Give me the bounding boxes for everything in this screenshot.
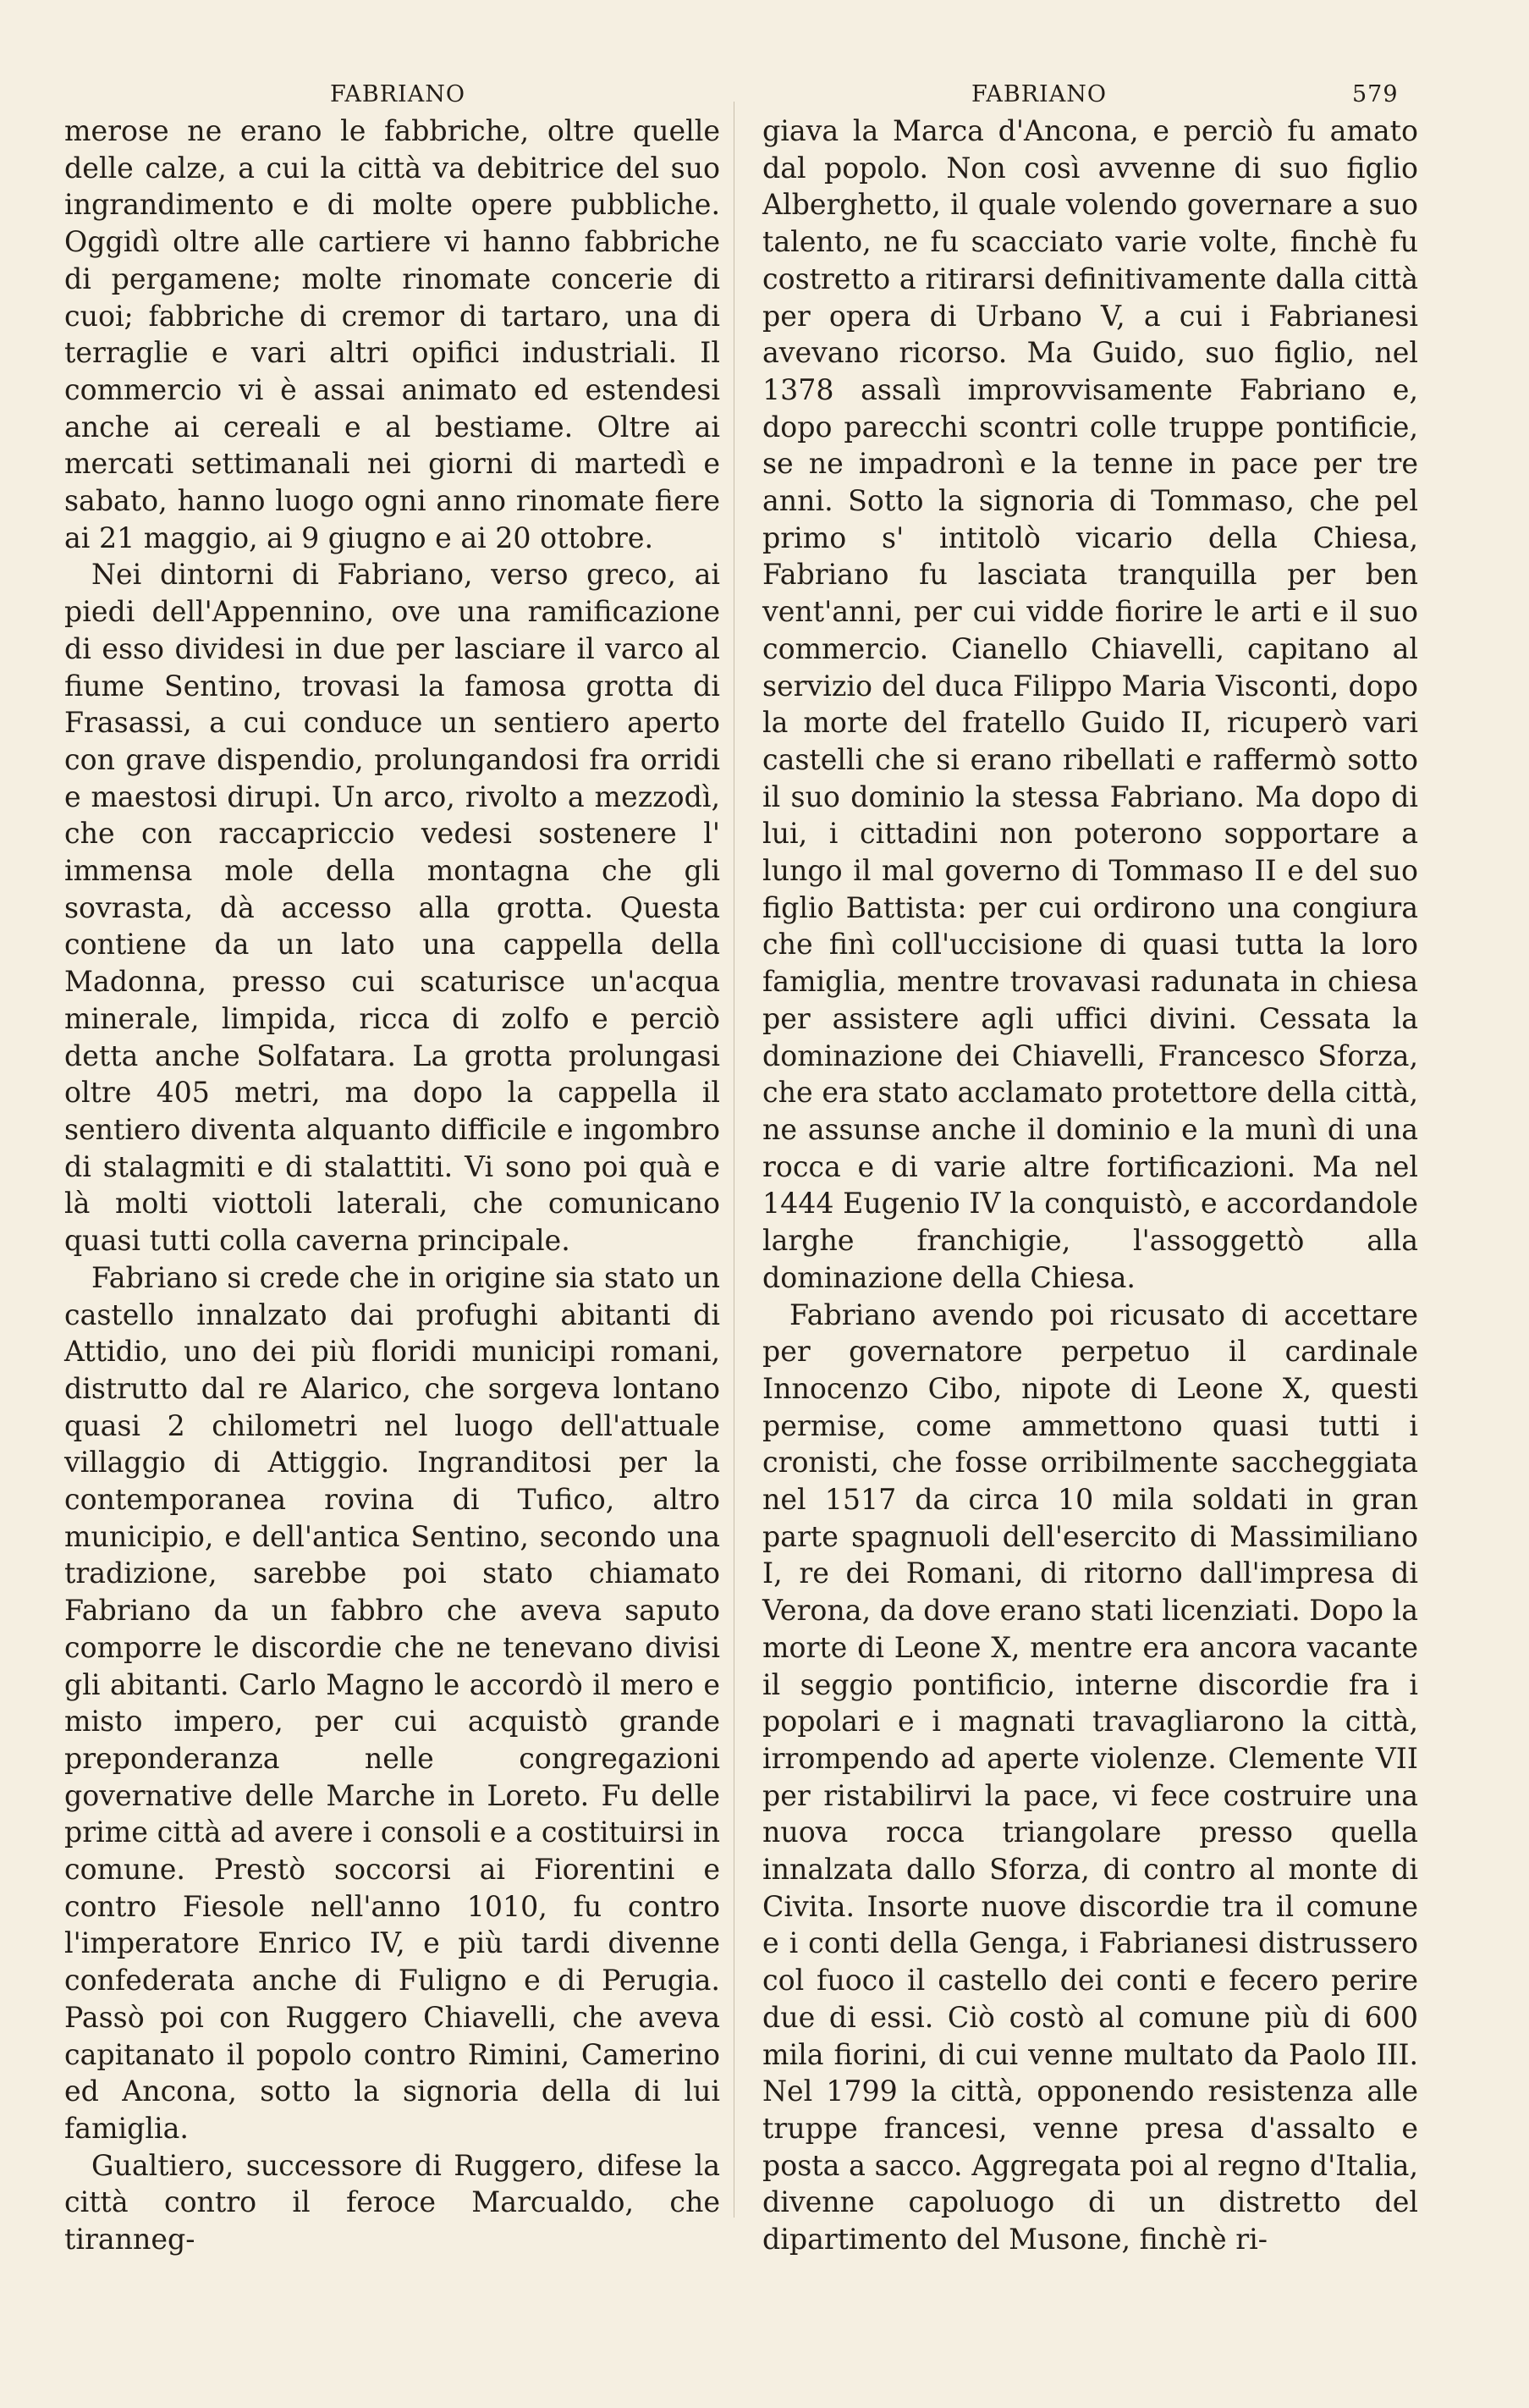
paragraph: giava la Marca d'Ancona, e perciò fu amato dal popolo. Non così avvenne di suo figlio Alberghetto, il quale volendo governare a suo talento, ne fu scacciato varie volte, finchè fu costretto a ritirarsi definitivamente dalla città per opera di Urbano V, a cui i Fabrianesi avevano ricorso. Ma Guido, suo figlio, nel 1378 assalì improvvisamente Fabriano e, dopo parecchi scontri colle truppe pontificie, se ne impadronì e la tenne in pace per tre anni. Sotto la signoria di Tommaso, che pel primo s' intitolò vicario della Chiesa, Fabriano fu lasciata tranquilla per ben vent'anni, per cui vidde fiorire le arti e il suo commercio. Cianello Chiavelli, capitano al servizio del duca Filippo Maria Visconti, dopo la morte del fratello Guido II, ricuperò vari castelli che si erano ribellati e raffermò sotto il suo dominio la stessa Fabriano. Ma dopo di lui, i cittadini non poterono sopportare a lungo il mal governo di Tommaso II e del suo figlio Battista: per cui ordirono una congiura che finì coll'uccisione di quasi tutta la loro famiglia, mentre trovavasi radunata in chiesa per assistere agli uffici divini. Cessata la dominazione dei Chiavelli, Francesco Sforza, che era stato acclamato protettore della città, ne assunse anche il dominio e la munì di una rocca e di varie altre fortificazioni. Ma nel 1444 Eugenio IV la conquistò, e accordandole larghe franchigie, l'assoggettò alla dominazione della Chiesa. <box>762 114 1418 1294</box>
running-header-left: FABRIANO <box>330 81 465 107</box>
right-column <box>762 113 1418 2258</box>
left-column <box>64 113 720 2258</box>
paragraph: Fabriano avendo poi ricusato di accettare per governatore perpetuo il cardinale Innocenzo Cibo, nipote di Leone X, questi permise, come ammettono quasi tutti i cronisti, che fosse orribilmente saccheggiata nel 1517 da circa 10 mila soldati in gran parte spagnuoli dell'esercito di Massimiliano I, re dei Romani, di ritorno dall'impresa di Verona, da dove erano stati licenziati. Dopo la morte di Leone X, mentre era ancora vacante il seggio pontificio, interne discordie fra i popolari e i magnati travagliarono la città, irrompendo ad aperte violenze. Clemente VII per ristabilirvi la pace, vi fece costruire una nuova rocca triangolare presso quella innalzata dallo Sforza, di contro al monte di Civita. Insorte nuove discordie tra il comune e i conti della Genga, i Fabrianesi distrussero col fuoco il castello dei conti e fecero perire due di essi. Ciò costò al comune più di 600 mila fiorini, di cui venne multato da Paolo III. Nel 1799 la città, opponendo resistenza alle truppe francesi, venne presa d'assalto e posta a sacco. Aggregata poi al regno d'Italia, divenne capoluogo di un distretto del dipartimento del Musone, finchè ri- <box>762 1298 1418 2256</box>
paragraph: Fabriano si crede che in origine sia stato un castello innalzato dai profughi abitanti di Attidio, uno dei più floridi municipi romani, distrutto dal re Alarico, che sorgeva lontano quasi 2 chilometri nel luogo dell'attuale villaggio di Attiggio. Ingranditosi per la contemporanea rovina di Tufico, altro municipio, e dell'antica Sentino, secondo una tradizione, sarebbe poi stato chiamato Fabriano da un fabbro che aveva saputo comporre le discordie che ne tenevano divisi gli abitanti. Carlo Magno le accordò il mero e misto impero, per cui acquistò grande preponderanza nelle congregazioni governative delle Marche in Loreto. Fu delle prime città ad avere i consoli e a costituirsi in comune. Prestò soccorsi ai Fiorentini e contro Fiesole nell'anno 1010, fu contro l'imperatore Enrico IV, e più tardi divenne confederata anche di Fuligno e di Perugia. Passò poi con Ruggero Chiavelli, che aveva capitanato il popolo contro Rimini, Camerino ed Ancona, sotto la signoria della di lui famiglia. <box>64 1260 720 2145</box>
paragraph: merose ne erano le fabbriche, oltre quelle delle calze, a cui la città va debitrice del suo ingrandimento e di molte opere pubbliche. Oggidì oltre alle cartiere vi hanno fabbriche di pergamene; molte rinomate concerie di cuoi; fabbriche di cremor di tartaro, una di terraglie e vari altri opifici industriali. Il commercio vi è assai animato ed estendesi anche ai cereali e al bestiame. Oltre ai mercati settimanali nei giorni di martedì e sabato, hanno luogo ogni anno rinomate fiere ai 21 maggio, ai 9 giugno e ai 20 ottobre. <box>64 114 720 554</box>
page-number: 579 <box>1352 81 1399 107</box>
paragraph: Nei dintorni di Fabriano, verso greco, ai piedi dell'Appennino, ove una ramificazione di esso dividesi in due per lasciare il varco al fiume Sentino, trovasi la famosa grotta di Frasassi, a cui conduce un sentiero aperto con grave dispendio, prolungandosi fra orridi e maestosi dirupi. Un arco, rivolto a mezzodì, che con raccapriccio vedesi sostenere l' immensa mole della montagna che gli sovrasta, dà accesso alla grotta. Questa contiene da un lato una cappella della Madonna, presso cui scaturisce un'acqua minerale, limpida, ricca di zolfo e perciò detta anche Solfatara. La grotta prolungasi oltre 405 metri, ma dopo la cappella il sentiero diventa alquanto difficile e ingombro di stalagmiti e di stalattiti. Vi sono poi quà e là molti viottoli laterali, che comunicano quasi tutti colla caverna principale. <box>64 558 720 1258</box>
paragraph: Gualtiero, successore di Ruggero, difese la città contro il feroce Marcualdo, che tiranneg- <box>64 2148 720 2256</box>
running-header-right: FABRIANO <box>971 81 1107 107</box>
